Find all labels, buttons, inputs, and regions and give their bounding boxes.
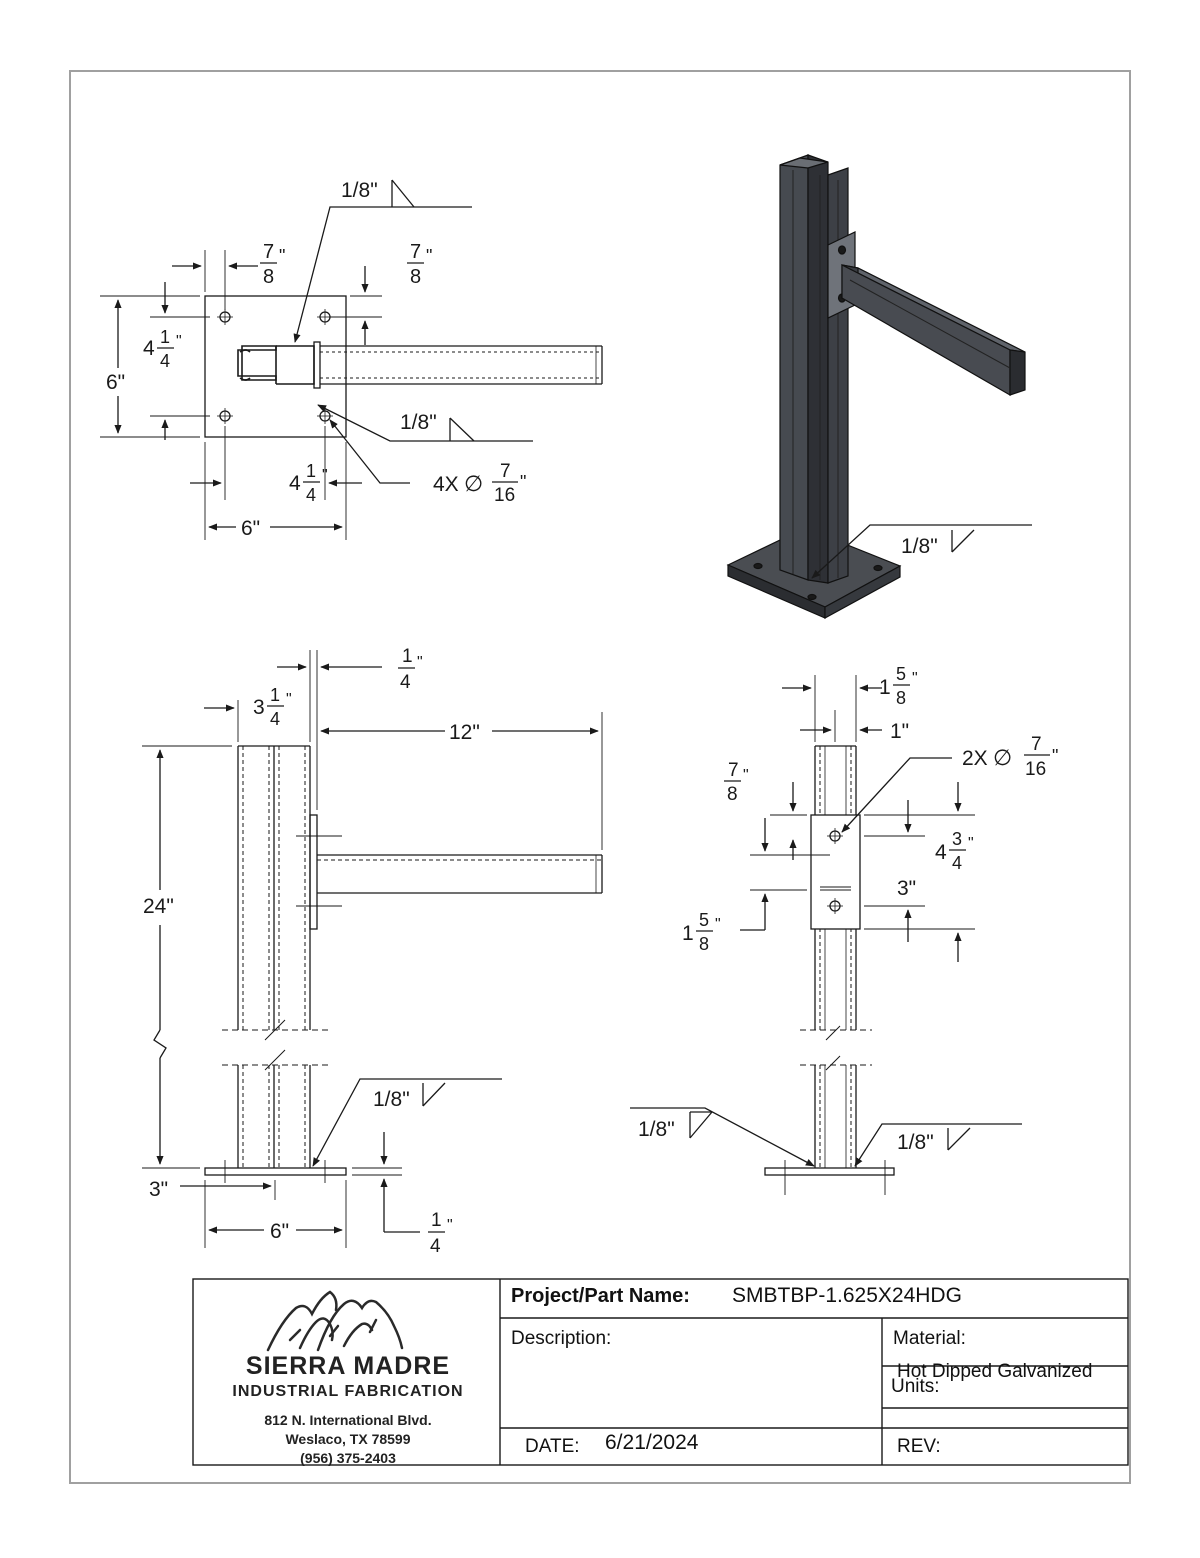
svg-text:16: 16 [1025,759,1047,780]
weld-label-bottom: 1/8" [400,411,437,434]
iso-weld-label: 1/8" [901,535,938,558]
plate-height-label: 6" [106,371,126,394]
svg-text:": " [322,467,328,484]
front-view-labels [143,646,480,1257]
svg-text:2X: 2X [962,747,988,770]
hole-offset-x-label [260,241,285,288]
svg-text:16: 16 [494,485,516,506]
material-value: Hot Dipped Galvanized [897,1361,1093,1382]
svg-text:": " [1052,746,1059,766]
edge-offset-label: 3" [149,1178,169,1201]
svg-text:1: 1 [879,676,891,699]
svg-text:1: 1 [306,461,317,481]
front-plate-thickness-top-label [398,646,423,693]
hole-spacing-label: 3" [897,877,917,900]
svg-text:1: 1 [160,327,171,347]
svg-text:1: 1 [270,685,281,705]
company-phone: (956) 375-2403 [300,1450,396,1466]
svg-text:8: 8 [699,934,710,954]
svg-text:7: 7 [728,760,739,781]
units-label: Units: [891,1376,940,1397]
svg-text:4: 4 [143,337,155,360]
company-subtitle: INDUSTRIAL FABRICATION [232,1383,464,1400]
svg-text:": " [417,654,423,671]
svg-text:3: 3 [253,696,265,719]
bracket-width-label: 1" [890,720,910,743]
front-post-upper [238,746,310,1030]
svg-text:4: 4 [160,351,171,371]
iso-arm [842,265,1025,395]
channel-depth-label [879,664,918,708]
weld-label-top: 1/8" [341,179,378,202]
svg-text:": " [715,916,721,933]
svg-text:": " [912,670,918,687]
svg-text:5: 5 [699,910,710,930]
side-post-lower [815,1065,856,1168]
project-value: SMBTBP-1.625X24HDG [732,1284,962,1307]
svg-text:7: 7 [1031,734,1042,755]
svg-text:7: 7 [410,241,422,263]
svg-text:4X: 4X [433,473,459,496]
project-label: Project/Part Name: [511,1285,690,1307]
svg-text:": " [743,767,749,784]
svg-text:7: 7 [500,461,511,482]
top-view-labels [106,179,526,540]
company-name: SIERRA MADRE [245,1352,451,1380]
front-view [142,650,602,1248]
svg-text:3: 3 [952,829,963,849]
material-label: Material: [893,1328,966,1349]
side-weld-left-label: 1/8" [638,1118,675,1141]
hole-callout-label [433,461,526,506]
front-plate-thickness-bottom-label [428,1210,453,1257]
post-height-label: 24" [143,895,174,918]
date-value: 6/21/2024 [605,1431,699,1454]
side-bracket-plate [811,815,860,929]
svg-text:∅: ∅ [993,745,1013,770]
svg-text:": " [447,1217,453,1234]
plate-width-label: 6" [241,517,261,540]
company-logo [268,1292,402,1350]
svg-text:8: 8 [727,784,738,805]
bracket-height-label [935,829,974,873]
bracket-plate-top [314,342,320,388]
svg-text:1: 1 [431,1210,442,1231]
channel-post-top [238,346,314,384]
front-post-lower [238,1065,310,1168]
bolt-holes-top [217,309,333,424]
svg-text:4: 4 [400,672,411,693]
svg-text:∅: ∅ [464,471,484,496]
svg-text:4: 4 [306,485,317,505]
front-weld-label: 1/8" [373,1088,410,1111]
svg-text:8: 8 [263,266,275,288]
arm-length-label: 12" [449,721,480,744]
svg-text:7: 7 [263,241,275,263]
svg-text:": " [968,835,974,852]
description-label: Description: [511,1328,612,1349]
company-address-line1: 812 N. International Blvd. [264,1412,432,1428]
company-address-line2: Weslaco, TX 78599 [285,1431,411,1447]
side-top-offset-label [724,760,749,805]
svg-text:": " [176,333,182,350]
svg-text:": " [426,246,433,266]
rev-label: REV: [897,1436,941,1457]
date-label: DATE: [525,1436,580,1457]
svg-text:4: 4 [270,709,281,729]
svg-text:5: 5 [896,664,907,684]
svg-text:": " [279,246,286,266]
iso-post [780,155,848,583]
svg-text:": " [520,472,527,492]
front-bracket-plate [310,815,317,929]
svg-text:4: 4 [935,841,947,864]
side-weld-right-label: 1/8" [897,1131,934,1154]
side-bottom-offset-label [682,910,721,954]
hole-offset-y-label [407,241,432,288]
svg-text:8: 8 [896,688,907,708]
svg-text:1: 1 [402,646,413,667]
top-view [100,180,602,540]
svg-text:4: 4 [430,1236,441,1257]
svg-text:4: 4 [952,853,963,873]
isometric-view [728,155,1032,618]
svg-text:1: 1 [682,922,694,945]
front-post-width-label [253,685,292,729]
sheet-border [70,71,1130,1483]
svg-text:4: 4 [289,472,301,495]
side-hole-callout-label [962,734,1058,780]
hole-spacing-horizontal-label [289,461,328,505]
arm-top [320,346,602,384]
front-arm [317,855,602,893]
svg-text:8: 8 [410,266,422,288]
side-base-plate [765,1168,894,1175]
hole-spacing-vertical-label [143,327,182,371]
svg-text:": " [286,691,292,708]
base-width-label: 6" [270,1220,290,1243]
